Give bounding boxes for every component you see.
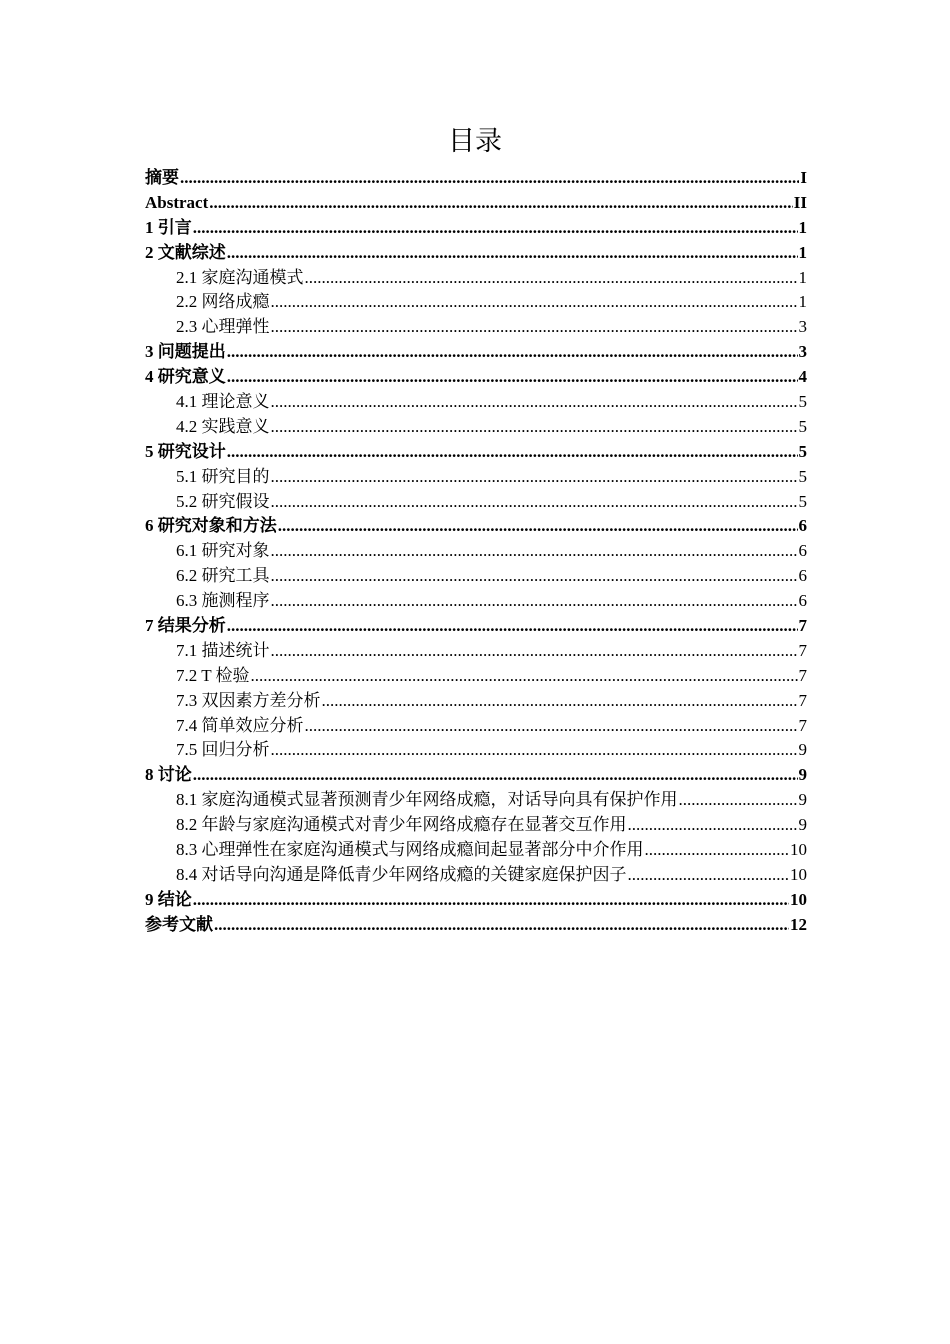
toc-entry-label: 8.4 对话导向沟通是降低青少年网络成瘾的关键家庭保护因子 [176, 864, 627, 884]
toc-page-number: 5 [798, 392, 807, 412]
toc-dot-leader [679, 788, 798, 813]
toc-page-number: 7 [798, 640, 807, 660]
toc-page-number: 9 [798, 765, 807, 785]
toc-page-number: 3 [798, 342, 807, 362]
toc-entry[interactable] [145, 838, 807, 863]
toc-page-number: 7 [798, 690, 807, 710]
toc-entry-label: 6.3 施测程序 [176, 591, 270, 611]
toc-page-number: 10 [790, 840, 807, 860]
toc-entry-label: 摘要 [145, 168, 179, 187]
toc-entry[interactable] [145, 539, 807, 564]
toc-entry[interactable] [145, 614, 807, 639]
toc-entry-label: 4.2 实践意义 [176, 416, 270, 436]
toc-entry[interactable] [145, 788, 807, 813]
toc-dot-leader [271, 589, 798, 614]
toc-entry-label: 6.1 研究对象 [176, 541, 270, 561]
toc-page-number: 1 [798, 217, 807, 237]
toc-dot-leader [305, 714, 798, 739]
toc-dot-leader [227, 340, 798, 365]
toc-dot-leader [193, 216, 798, 241]
toc-entry-label: 6.2 研究工具 [176, 566, 270, 586]
toc-dot-leader [271, 315, 798, 340]
toc-entry-label: 9 结论 [145, 889, 192, 909]
toc-entry-label: 5.2 研究假设 [176, 491, 270, 511]
toc-entry-label: 4.1 理论意义 [176, 392, 270, 412]
toc-entry[interactable] [145, 290, 807, 315]
toc-dot-leader [271, 415, 798, 440]
toc-page-number: 10 [790, 889, 807, 909]
toc-page-number: 1 [798, 292, 807, 312]
toc-entry-label: 8.3 心理弹性在家庭沟通模式与网络成瘾间起显著部分中介作用 [176, 840, 644, 860]
toc-dot-leader [180, 166, 799, 191]
toc-page-number: 7 [798, 616, 807, 636]
toc-entry-label: 7.1 描述统计 [176, 640, 270, 660]
toc-dot-leader [227, 365, 798, 390]
toc-entry-label: 5 研究设计 [145, 441, 226, 461]
toc-page-number: II [793, 192, 807, 212]
toc-entry-label: Abstract [145, 192, 209, 212]
toc-page-number: 3 [798, 317, 807, 337]
toc-entry[interactable] [145, 340, 807, 365]
toc-title: 目录 [448, 126, 502, 157]
toc-entry-label: 8.2 年龄与家庭沟通模式对青少年网络成瘾存在显著交互作用 [176, 815, 627, 835]
toc-page-number: 5 [798, 491, 807, 511]
toc-dot-leader [271, 290, 798, 315]
toc-page-number: 9 [798, 815, 807, 835]
toc-entry-label: 7.3 双因素方差分析 [176, 690, 321, 710]
toc-entry-label: 3 问题提出 [145, 342, 226, 362]
toc-dot-leader [227, 440, 798, 465]
toc-entry-label: 8.1 家庭沟通模式显著预测青少年网络成瘾，对话导向具有保护作用 [176, 790, 678, 810]
toc-dot-leader [271, 465, 798, 490]
toc-entry-label: 7.4 简单效应分析 [176, 715, 304, 735]
toc-entry[interactable] [145, 415, 807, 440]
toc-entry-label: 2.3 心理弹性 [176, 317, 270, 337]
toc-dot-leader [271, 639, 798, 664]
toc-dot-leader [278, 514, 798, 539]
toc-entry[interactable] [145, 514, 807, 539]
toc-entry[interactable] [145, 863, 807, 888]
toc-entry[interactable] [145, 888, 807, 913]
toc-entry[interactable] [145, 166, 807, 191]
toc-entry[interactable] [145, 216, 807, 241]
toc-entry[interactable] [145, 664, 807, 689]
toc-dot-leader [193, 763, 798, 788]
toc-page-number: 4 [798, 367, 807, 387]
toc-page-number: I [800, 168, 807, 187]
toc-page-number: 1 [798, 242, 807, 262]
toc-page-number: 9 [798, 740, 807, 760]
toc-page-number: 1 [798, 267, 807, 287]
toc-page-number: 6 [798, 541, 807, 561]
toc-dot-leader [322, 689, 798, 714]
toc-page-number: 9 [798, 790, 807, 810]
toc-entry-label: 7.5 回归分析 [176, 740, 270, 760]
toc-page-number: 5 [798, 466, 807, 486]
toc-page-number: 5 [798, 441, 807, 461]
toc-entry[interactable] [145, 191, 807, 216]
toc-dot-leader [271, 738, 798, 763]
toc-entry[interactable] [145, 490, 807, 515]
toc-dot-leader [251, 664, 798, 689]
toc-entry[interactable] [145, 315, 807, 340]
toc-dot-leader [227, 241, 798, 266]
toc-entry[interactable] [145, 365, 807, 390]
toc-dot-leader [214, 913, 789, 938]
toc-entry[interactable] [145, 241, 807, 266]
toc-entry[interactable] [145, 589, 807, 614]
toc-entry[interactable] [145, 465, 807, 490]
toc-entry[interactable] [145, 913, 807, 938]
toc-entry[interactable] [145, 738, 807, 763]
toc-page-number: 6 [798, 566, 807, 586]
toc-page-number: 7 [798, 665, 807, 685]
toc-page-number: 12 [790, 914, 807, 934]
toc-entry-label: 7.2 T 检验 [176, 665, 250, 685]
toc-entry-label: 4 研究意义 [145, 367, 226, 387]
toc-entry[interactable] [145, 763, 807, 788]
toc-entry-label: 参考文献 [145, 914, 213, 934]
toc-entry-label: 1 引言 [145, 217, 192, 237]
toc-entry[interactable] [145, 714, 807, 739]
toc-entry[interactable] [145, 564, 807, 589]
toc-dot-leader [209, 191, 793, 216]
toc-dot-leader [227, 614, 798, 639]
toc-page-number: 10 [790, 864, 807, 884]
toc-page-number: 7 [798, 715, 807, 735]
toc-dot-leader [628, 813, 798, 838]
toc-dot-leader [305, 266, 798, 291]
toc-entry-label: 5.1 研究目的 [176, 466, 270, 486]
toc-entry[interactable] [145, 689, 807, 714]
table-of-contents [145, 166, 807, 938]
toc-page-number: 5 [798, 416, 807, 436]
toc-entry-label: 2.1 家庭沟通模式 [176, 267, 304, 287]
toc-entry[interactable] [145, 440, 807, 465]
toc-dot-leader [645, 838, 790, 863]
toc-entry[interactable] [145, 266, 807, 291]
toc-dot-leader [271, 539, 798, 564]
toc-entry-label: 7 结果分析 [145, 616, 226, 636]
toc-entry-label: 2 文献综述 [145, 242, 226, 262]
toc-dot-leader [628, 863, 790, 888]
toc-page-number: 6 [798, 516, 807, 536]
toc-dot-leader [193, 888, 789, 913]
toc-dot-leader [271, 490, 798, 515]
toc-entry-label: 8 讨论 [145, 765, 192, 785]
toc-entry-label: 6 研究对象和方法 [145, 516, 277, 536]
toc-dot-leader [271, 564, 798, 589]
toc-dot-leader [271, 390, 798, 415]
toc-entry[interactable] [145, 390, 807, 415]
toc-entry[interactable] [145, 639, 807, 664]
toc-entry-label: 2.2 网络成瘾 [176, 292, 270, 312]
toc-page-number: 6 [798, 591, 807, 611]
toc-entry[interactable] [145, 813, 807, 838]
